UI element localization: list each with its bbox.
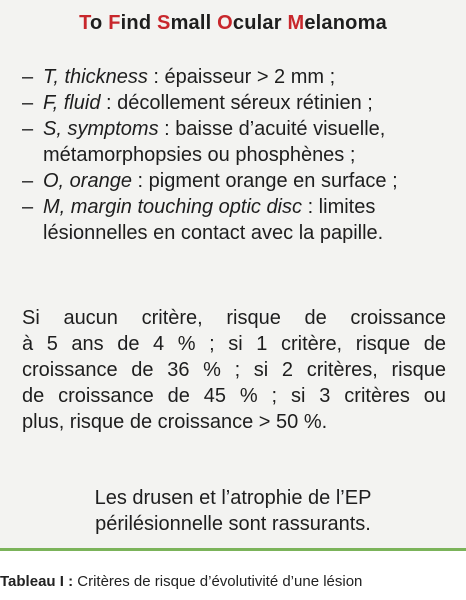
title-letter-f: F [108, 12, 121, 34]
criterion-term: O, orange [43, 170, 132, 192]
reassurance-note-line: périlésionnelle sont rassurants. [95, 513, 371, 535]
title-word-o: cular [232, 12, 288, 34]
criterion-dash: – [22, 66, 34, 88]
criterion-description: : limites lésionnelles en contact avec la papille. [43, 196, 384, 244]
risk-paragraph [22, 305, 446, 435]
criterion-term: M, margin touching optic disc [43, 196, 303, 218]
criterion-term: F, fluid [43, 92, 101, 114]
criterion-symptoms [22, 116, 452, 168]
title-letter-o: O [217, 12, 233, 34]
criterion-dash: – [22, 170, 34, 192]
caption-text: Critères de risque d’évolutivité d’une lésion [73, 573, 363, 590]
criterion-dash: – [22, 118, 34, 140]
title-letter-s: S [157, 12, 171, 34]
reassurance-note-line: Les drusen et l’atrophie de l’EP [94, 487, 372, 509]
table-caption [0, 573, 466, 591]
title-letter-m: M [287, 12, 305, 34]
criterion-term: T, thickness [43, 66, 148, 88]
risk-paragraph-line: à 5 ans de 4 % ; si 1 critère, risque de [22, 333, 446, 355]
criterion-description: : décollement séreux rétinien ; [100, 92, 373, 114]
risk-paragraph-line: Si aucun critère, risque de croissance [22, 307, 446, 329]
divider-line [0, 548, 466, 551]
criterion-description: : baisse d’acuité visuelle, métamorphopsies ou phosphènes ; [43, 118, 386, 166]
title-word-m: elanoma [304, 12, 387, 34]
criterion-orange [22, 168, 452, 194]
criterion-dash: – [22, 196, 34, 218]
criterion-dash: – [22, 92, 34, 114]
criterion-fluid [22, 90, 452, 116]
criterion-description: : pigment orange en surface ; [131, 170, 398, 192]
criterion-margin [22, 194, 452, 246]
criterion-thickness [22, 64, 452, 90]
title-word-f: ind [120, 12, 158, 34]
title-word-s: mall [170, 12, 218, 34]
criterion-term: S, symptoms [43, 118, 159, 140]
risk-paragraph-line: croissance de 36 % ; si 2 critères, risque [22, 359, 446, 381]
risk-paragraph-line: plus, risque de croissance > 50 %. [22, 411, 328, 433]
criterion-description: : épaisseur > 2 mm ; [147, 66, 336, 88]
reassurance-note [0, 485, 466, 537]
criteria-list [22, 64, 452, 246]
table-title [0, 12, 466, 35]
caption-label: Tableau I : [0, 573, 74, 590]
risk-paragraph-line: de croissance de 45 % ; si 3 critères ou [22, 385, 446, 407]
title-word-t: o [90, 12, 109, 34]
title-letter-t: T [79, 12, 91, 34]
